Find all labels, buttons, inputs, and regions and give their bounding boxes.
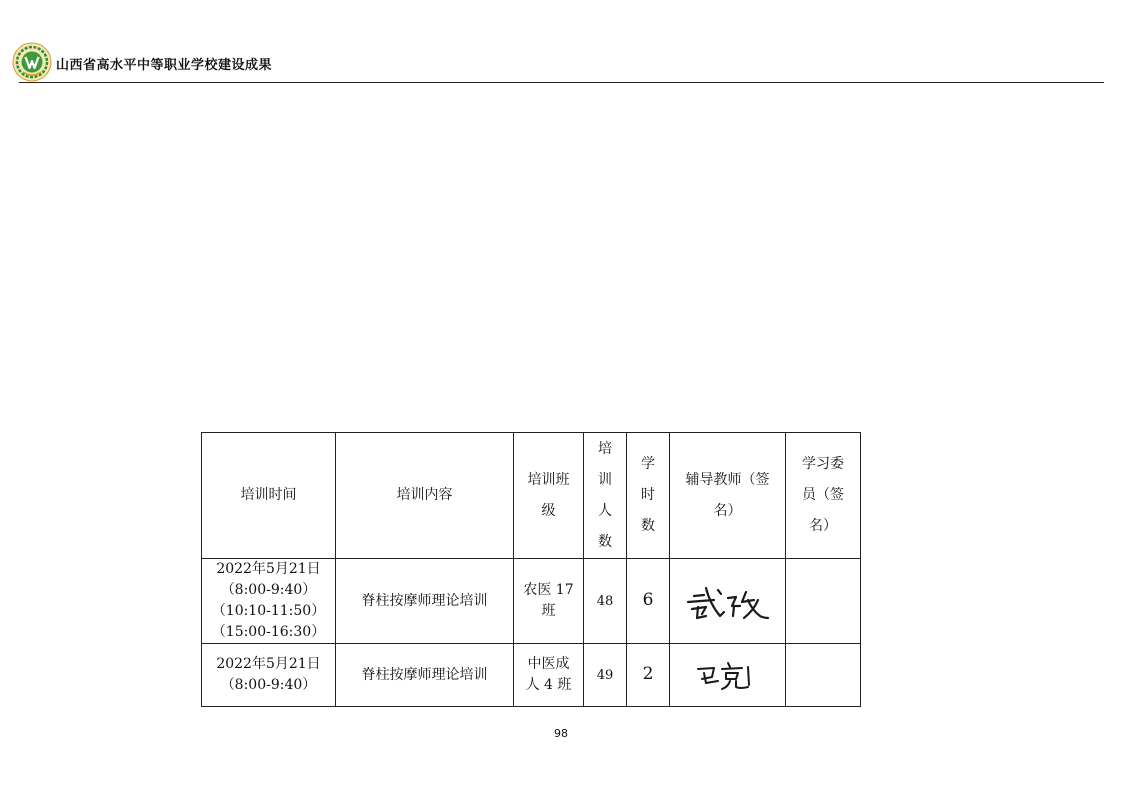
- training-class-cell: 中医成 人 4 班: [514, 644, 584, 707]
- committee-signature-cell: [786, 559, 861, 644]
- header-training-class: 培训班 级: [514, 433, 584, 559]
- header-committee-signature: 学习委 员（签 名）: [786, 433, 861, 559]
- tutor-signature-cell: [670, 644, 786, 707]
- handwritten-signature-wu-zheng: [680, 576, 776, 626]
- trainee-count-cell: 49: [584, 644, 627, 707]
- table-row: [202, 644, 861, 707]
- header-trainee-count: 培 训 人 数: [584, 433, 627, 559]
- header-tutor-signature: 辅导教师（签 名）: [670, 433, 786, 559]
- training-class-cell: 农医 17 班: [514, 559, 584, 644]
- page-number: 98: [554, 727, 568, 740]
- header-training-content: 培训内容: [336, 433, 514, 559]
- trainee-count-cell: 48: [584, 559, 627, 644]
- training-content-cell: 脊柱按摩师理论培训: [336, 559, 514, 644]
- header-title: 山西省高水平中等职业学校建设成果: [56, 58, 273, 73]
- table-row: [202, 559, 861, 644]
- class-hours-cell: 6: [627, 559, 670, 644]
- handwritten-signature-ma-liang: [688, 655, 768, 695]
- training-time-cell: 2022年5月21日 （8:00-9:40）: [202, 644, 336, 707]
- committee-signature-cell: [786, 644, 861, 707]
- header-class-hours: 学 时 数: [627, 433, 670, 559]
- header-divider: [19, 82, 1104, 83]
- tutor-signature-cell: [670, 559, 786, 644]
- page-header: [12, 42, 1104, 84]
- class-hours-cell: 2: [627, 644, 670, 707]
- header-training-time: 培训时间: [202, 433, 336, 559]
- school-logo-icon: [12, 42, 52, 82]
- training-content-cell: 脊柱按摩师理论培训: [336, 644, 514, 707]
- training-time-cell: 2022年5月21日 （8:00-9:40） （10:10-11:50） （15:00-16:30）: [202, 559, 336, 644]
- training-record-table: [201, 432, 861, 707]
- table-header-row: [202, 433, 861, 559]
